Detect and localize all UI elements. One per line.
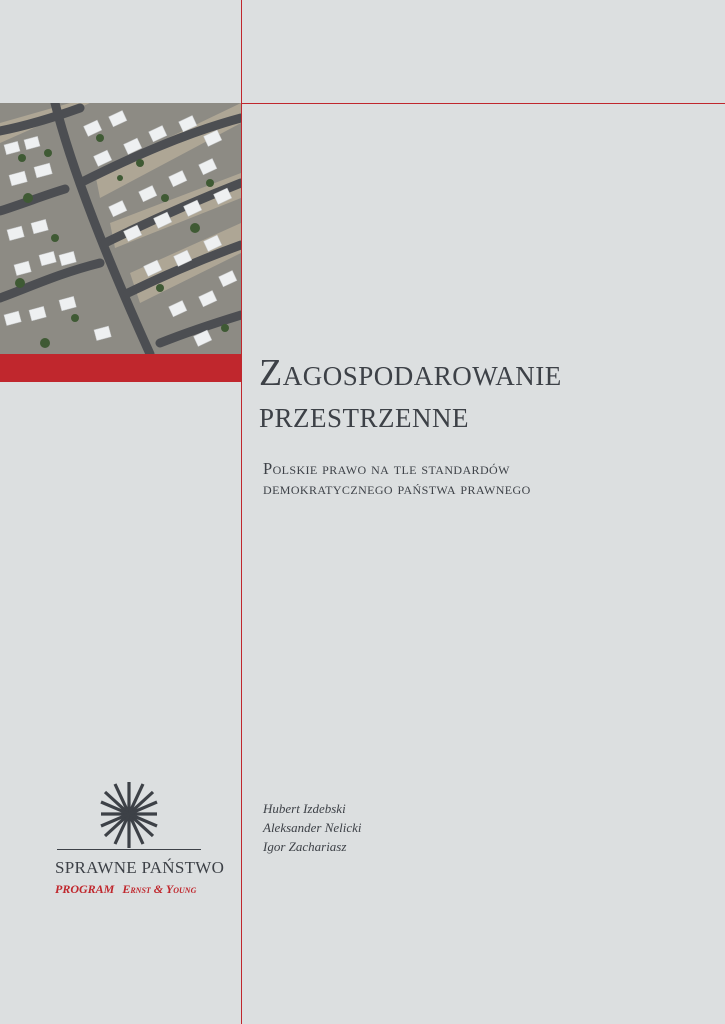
sponsor-label: Ernst & Young bbox=[122, 882, 197, 896]
author-name: Aleksander Nelicki bbox=[263, 820, 362, 835]
vertical-red-rule bbox=[241, 0, 242, 1024]
program-label: PROGRAM bbox=[55, 882, 115, 896]
title-line-2: przestrzenne bbox=[259, 394, 470, 436]
red-accent-bar bbox=[0, 354, 241, 382]
subtitle-line-2: demokratycznego państwa prawnego bbox=[263, 479, 531, 498]
logo-program bbox=[55, 882, 196, 897]
cover-title bbox=[259, 352, 562, 436]
cover-subtitle bbox=[263, 459, 531, 499]
author-name: Igor Zachariasz bbox=[263, 839, 347, 854]
title-line-1: Zagospodarowanie bbox=[259, 352, 562, 394]
author-name: Hubert Izdebski bbox=[263, 801, 346, 816]
subtitle-line-1: Polskie prawo na tle standardów bbox=[263, 459, 510, 478]
author-list bbox=[263, 799, 362, 856]
horizontal-red-rule bbox=[241, 103, 725, 104]
logo-rule bbox=[57, 849, 201, 850]
aerial-neighborhood-photo bbox=[0, 103, 241, 354]
starburst-logo-icon bbox=[99, 778, 159, 848]
logo-name: SPRAWNE PAŃSTWO bbox=[55, 858, 225, 877]
sprawne-panstwo-logo bbox=[55, 778, 225, 908]
